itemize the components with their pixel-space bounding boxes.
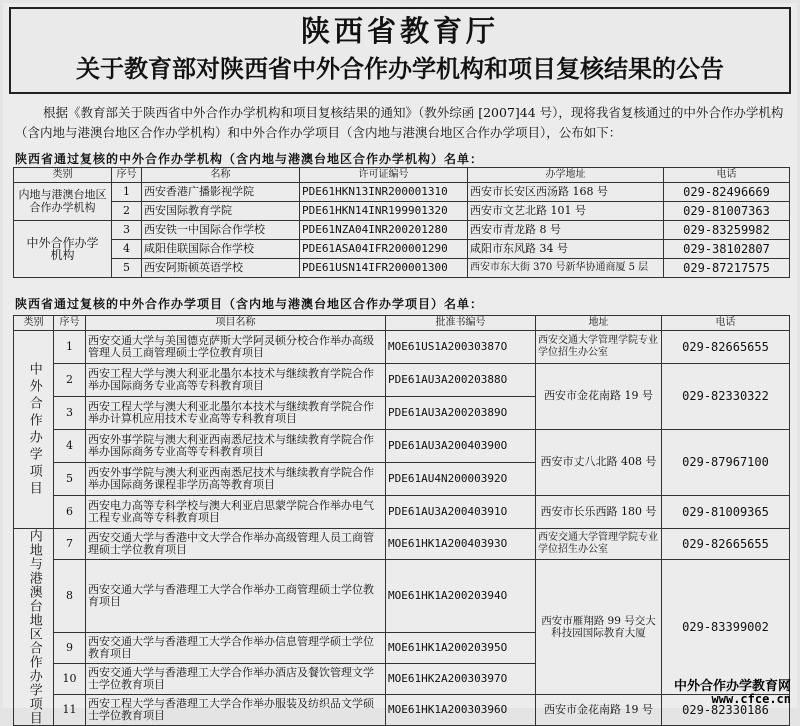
license-cell: PDE61HKN13INR200001310 (300, 183, 468, 202)
page-subtitle: 关于教育部对陕西省中外合作办学机构和项目复核结果的公告 (76, 55, 724, 83)
no-cell: 6 (54, 496, 86, 529)
table-row (14, 364, 790, 397)
name-cell: 西安工程大学与澳大利亚北墨尔本技术与继续教育学院合作举办计算机应用技术专业高等专科教育项目 (86, 397, 386, 430)
no-cell: 10 (54, 664, 86, 695)
phone-cell: 029-82665655 (662, 529, 790, 560)
institutions-header-row (14, 168, 790, 183)
address-cell: 西安市青龙路 8 号 (468, 221, 664, 240)
approval-cell: MOE61HK2A20030397O (386, 664, 536, 695)
address-cell: 西安市丈八北路 408 号 (536, 430, 662, 496)
no-cell: 5 (112, 259, 142, 278)
watermark-url: www.cfce.cn (711, 692, 791, 706)
no-cell: 4 (112, 240, 142, 259)
no-cell: 4 (54, 430, 86, 463)
projects-caption: 陕西省通过复核的中外合作办学项目（含内地与港澳台地区合作办学项目）名单： (15, 297, 484, 311)
table-row (14, 430, 790, 463)
col-header: 名称 (142, 168, 300, 183)
license-cell: PDE61USN14IFR200001300 (300, 259, 468, 278)
col-header: 许可证编号 (300, 168, 468, 183)
phone-cell: 029-81009365 (662, 496, 790, 529)
col-header: 地址 (536, 316, 662, 331)
approval-cell: PDE61AU3A20040391O (386, 496, 536, 529)
table-row (14, 331, 790, 364)
projects-table (13, 315, 790, 726)
phone-cell: 029-83259982 (664, 221, 790, 240)
no-cell: 3 (54, 397, 86, 430)
table-row (14, 221, 790, 240)
name-cell: 西安铁一中国际合作学校 (142, 221, 300, 240)
license-cell: PDE61NZA04INR200201280 (300, 221, 468, 240)
col-header: 批准书编号 (386, 316, 536, 331)
name-cell: 西安外事学院与澳大利亚西南悉尼技术与继续教育学院合作举办国际商务课程非学历高等教育项目 (86, 463, 386, 496)
category-cell: 中外合作办学项目 (14, 331, 54, 529)
no-cell: 1 (112, 183, 142, 202)
table-row (14, 202, 790, 221)
category-cell: 内地与港澳台地区合作办学机构 (14, 183, 112, 221)
phone-cell: 029-87967100 (662, 430, 790, 496)
name-cell: 西安交通大学与香港理工大学合作举办信息管理学硕士学位教育项目 (86, 633, 386, 664)
address-cell: 西安市长安区西汤路 168 号 (468, 183, 664, 202)
title-box (9, 7, 791, 94)
institutions-table (13, 167, 790, 278)
address-cell: 西安市文艺北路 101 号 (468, 202, 664, 221)
address-cell: 西安市东大街 370 号新华协通商厦 5 层 (468, 259, 664, 278)
name-cell: 西安香港广播影视学院 (142, 183, 300, 202)
address-cell: 西安市金花南路 19 号 (536, 695, 662, 726)
col-header: 电话 (662, 316, 790, 331)
phone-cell: 029-82330186 (662, 695, 790, 726)
intro-paragraph: 根据《教育部关于陕西省中外合作办学机构和项目复核结果的通知》（教外综函 [2007]44 号），现将我省复核通过的中外合作办学机构（含内地与港澳台地区合作办学机构）和中外合作办学项目（含内地与港澳台地区合作办学项目），公布如下： (15, 105, 784, 140)
phone-cell: 029-81007363 (664, 202, 790, 221)
col-header: 类别 (14, 316, 54, 331)
phone-cell: 029-38102807 (664, 240, 790, 259)
address-cell: 西安市长乐西路 180 号 (536, 496, 662, 529)
table-row (14, 496, 790, 529)
approval-cell: PDE61AU3A20020389O (386, 397, 536, 430)
no-cell: 1 (54, 331, 86, 364)
col-header: 电话 (664, 168, 790, 183)
phone-cell: 029-82330322 (662, 364, 790, 430)
approval-cell: MOE61HK1A20030396O (386, 695, 536, 726)
col-header: 类别 (14, 168, 112, 183)
approval-cell: PDE61AU3A20020388O (386, 364, 536, 397)
address-cell: 咸阳市东风路 34 号 (468, 240, 664, 259)
address-cell: 西安交通大学管理学院专业学位招生办公室 (536, 331, 662, 364)
table-row (14, 259, 790, 278)
name-cell: 西安交通大学与香港理工大学合作举办酒店及餐饮管理文学士学位教育项目 (86, 664, 386, 695)
name-cell: 西安工程大学与澳大利亚北墨尔本技术与继续教育学院合作举办国际商务专业高等专科教育项目 (86, 364, 386, 397)
no-cell: 8 (54, 560, 86, 633)
license-cell: PDE61ASA04IFR200001290 (300, 240, 468, 259)
name-cell: 西安交通大学与香港理工大学合作举办工商管理硕士学位教育项目 (86, 560, 386, 633)
name-cell: 西安阿斯顿英语学校 (142, 259, 300, 278)
approval-cell: PDE61AU4N20000392O (386, 463, 536, 496)
name-cell: 咸阳佳联国际合作学校 (142, 240, 300, 259)
no-cell: 9 (54, 633, 86, 664)
newspaper-page (3, 3, 797, 725)
institutions-caption: 陕西省通过复核的中外合作办学机构（含内地与港澳台地区合作办学机构）名单： (15, 152, 484, 166)
no-cell: 2 (112, 202, 142, 221)
phone-cell: 029-87217575 (664, 259, 790, 278)
name-cell: 西安交通大学与美国德克萨斯大学阿灵顿分校合作举办高级管理人员工商管理硕士学位教育项目 (86, 331, 386, 364)
address-cell: 西安市金花南路 19 号 (536, 364, 662, 430)
name-cell: 西安工程大学与香港理工大学合作举办服装及纺织品文学硕士学位教育项目 (86, 695, 386, 726)
no-cell: 3 (112, 221, 142, 240)
col-header: 项目名称 (86, 316, 386, 331)
name-cell: 西安电力高等专科学校与澳大利亚启思蒙学院合作举办电气工程专业高等专科教育项目 (86, 496, 386, 529)
name-cell: 西安外事学院与澳大利亚西南悉尼技术与继续教育学院合作举办国际商务专业高等专科教育项目 (86, 430, 386, 463)
category-cell: 内地与港澳台地区合作办学项目 (14, 529, 54, 726)
phone-cell: 029-82496669 (664, 183, 790, 202)
approval-cell: MOE61US1A20030387O (386, 331, 536, 364)
name-cell: 西安交通大学与香港中文大学合作举办高级管理人员工商管理硕士学位教育项目 (86, 529, 386, 560)
license-cell: PDE61HKN14INR199901320 (300, 202, 468, 221)
no-cell: 7 (54, 529, 86, 560)
watermark-site-name: 中外合作办学教育网 (673, 679, 791, 694)
address-cell: 西安市雁翔路 99 号交大科技园国际教育大厦 (536, 560, 662, 695)
no-cell: 5 (54, 463, 86, 496)
projects-header-row (14, 316, 790, 331)
table-row (14, 560, 790, 633)
address-cell: 西安交通大学管理学院专业学位招生办公室 (536, 529, 662, 560)
no-cell: 2 (54, 364, 86, 397)
table-row (14, 695, 790, 726)
table-row (14, 183, 790, 202)
phone-cell: 029-82665655 (662, 331, 790, 364)
page-title: 陕西省教育厅 (300, 14, 499, 48)
col-header: 序号 (112, 168, 142, 183)
table-row (14, 240, 790, 259)
table-row (14, 529, 790, 560)
approval-cell: MOE61HK1A20020394O (386, 560, 536, 633)
col-header: 办学地址 (468, 168, 664, 183)
no-cell: 11 (54, 695, 86, 726)
approval-cell: MOE61HK1A20040393O (386, 529, 536, 560)
approval-cell: MOE61HK1A20020395O (386, 633, 536, 664)
approval-cell: PDE61AU3A20040390O (386, 430, 536, 463)
phone-cell: 029-83399002 (662, 560, 790, 695)
category-cell: 中外合作办学机构 (14, 221, 112, 278)
name-cell: 西安国际教育学院 (142, 202, 300, 221)
col-header: 序号 (54, 316, 86, 331)
